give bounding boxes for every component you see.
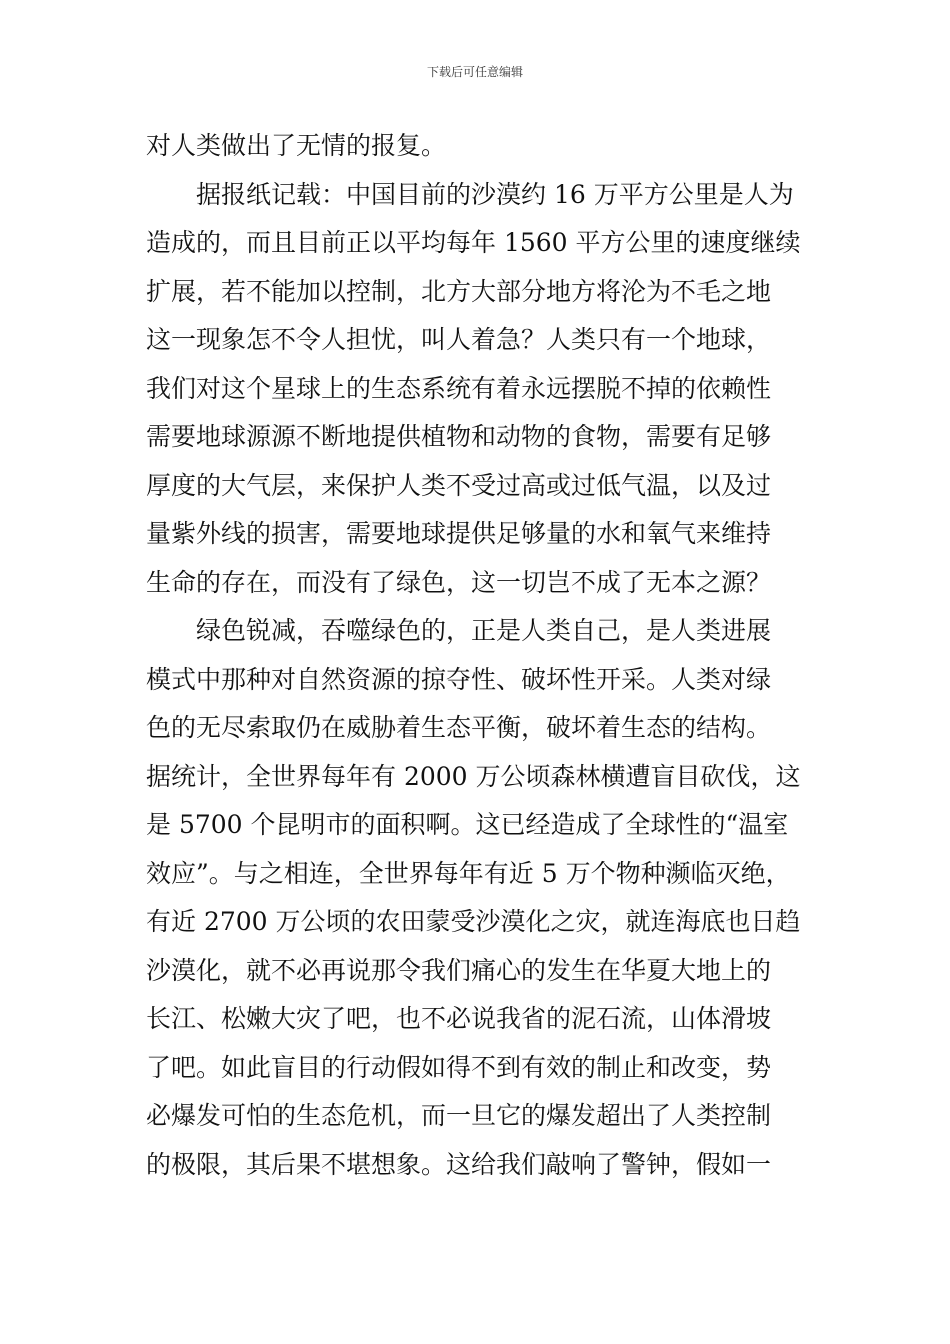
document-body [146, 122, 810, 1189]
text-line: 据报纸记载：中国目前的沙漠约 16 万平方公里是人为 [196, 179, 794, 209]
text-line: 沙漠化，就不必再说那令我们痛心的发生在华夏大地上的 [146, 955, 772, 985]
text-line: 这一现象怎不令人担忧，叫人着急？人类只有一个地球， [146, 325, 772, 354]
text-line: 长江、松嫩大灾了吧，也不必说我省的泥石流，山体滑坡 [146, 1004, 772, 1033]
text-line: 绿色锐减，吞噬绿色的，正是人类自己，是人类进展 [196, 616, 772, 645]
text-line: 对人类做出了无情的报复。 [146, 131, 447, 160]
text-line: 厚度的大气层，来保护人类不受过高或过低气温，以及过 [146, 470, 772, 500]
text-line: 我们对这个星球上的生态系统有着永远摆脱不掉的依赖性 [146, 373, 772, 403]
text-line: 扩展，若不能加以控制，北方大部分地方将沦为不毛之地 [146, 276, 772, 306]
text-line: 量紫外线的损害，需要地球提供足够量的水和氧气来维持 [146, 519, 772, 548]
text-line: 有近 2700 万公顷的农田蒙受沙漠化之灾，就连海底也日趋 [146, 907, 801, 936]
text-line: 是 5700 个昆明市的面积啊。这已经造成了全球性的“温室 [146, 810, 789, 839]
text-line: 据统计，全世界每年有 2000 万公顷森林横遭盲目砍伐，这 [146, 761, 801, 791]
text-line: 造成的，而且目前正以平均每年 1560 平方公里的速度继续 [146, 228, 801, 257]
page-header: 下载后可任意编辑 [426, 65, 523, 79]
text-line: 了吧。如此盲目的行动假如得不到有效的制止和改变，势 [146, 1052, 772, 1082]
text-line: 需要地球源源不断地提供植物和动物的食物，需要有足够 [146, 422, 772, 451]
text-line: 生命的存在，而没有了绿色，这一切岂不成了无本之源？ [146, 567, 772, 597]
text-line: 的极限，其后果不堪想象。这给我们敲响了警钟，假如一 [146, 1149, 772, 1179]
text-line: 色的无尽索取仍在威胁着生态平衡，破坏着生态的结构。 [146, 713, 772, 742]
text-line: 必爆发可怕的生态危机，而一旦它的爆发超出了人类控制 [146, 1101, 772, 1130]
text-line: 模式中那种对自然资源的掠夺性、破坏性开采。人类对绿 [146, 664, 772, 694]
text-line: 效应”。与之相连，全世界每年有近 5 万个物种濒临灭绝， [146, 858, 791, 888]
